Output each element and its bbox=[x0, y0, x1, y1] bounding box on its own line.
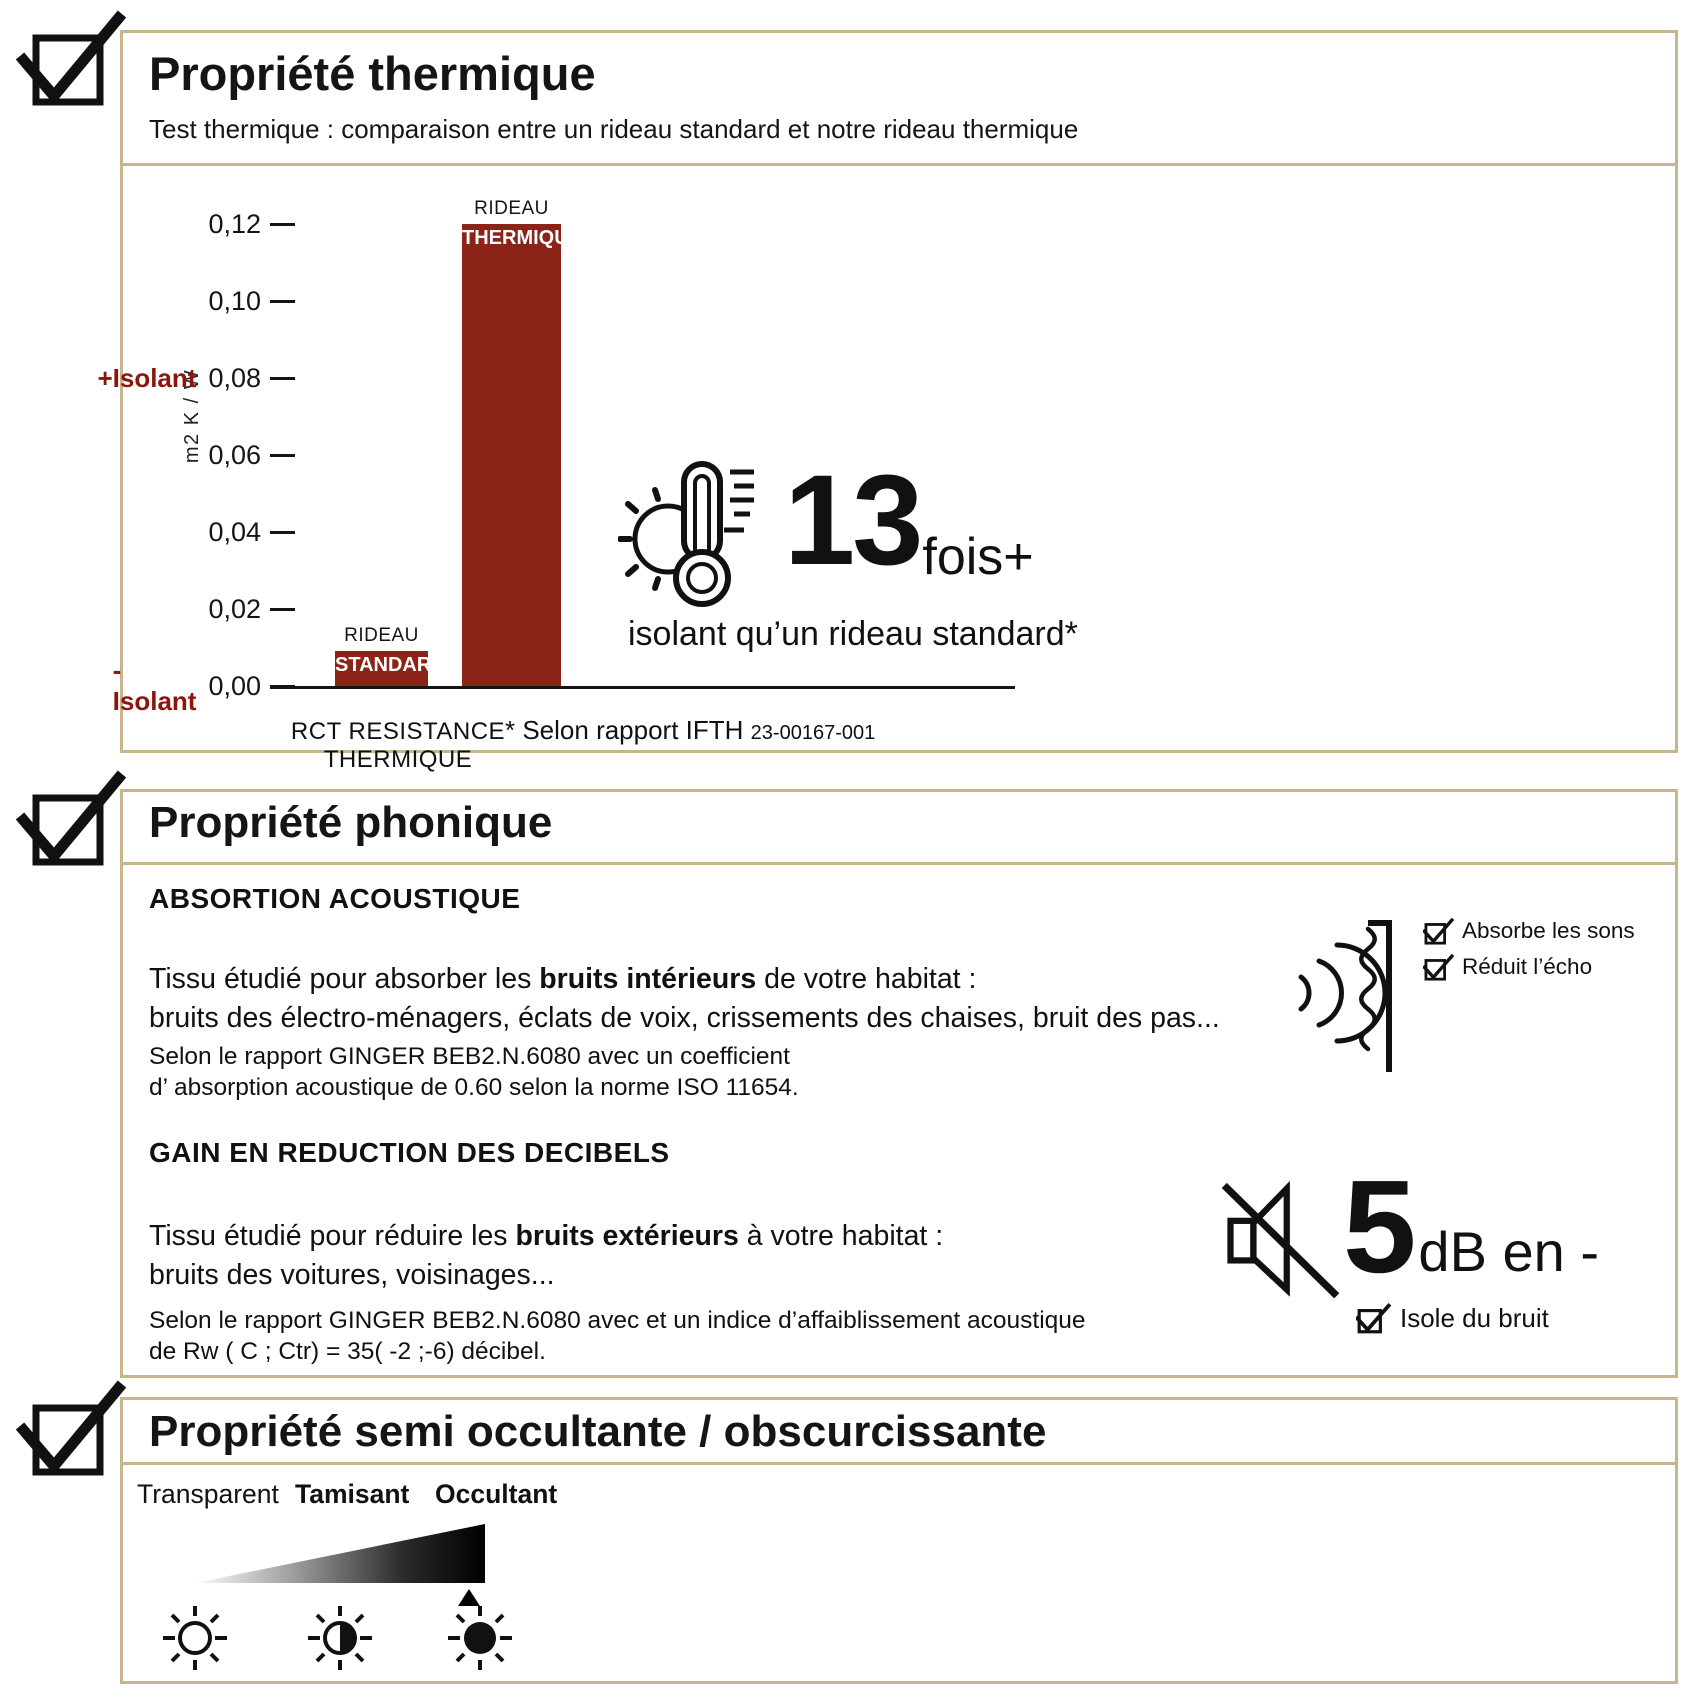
y-axis-label: m2 K / W bbox=[181, 368, 203, 464]
bar-top-label: RIDEAU bbox=[344, 625, 419, 646]
y-axis-tick bbox=[123, 594, 295, 624]
note-line: Selon le rapport GINGER BEB2.N.6080 avec un coefficient bbox=[149, 1043, 790, 1070]
highlight-caption: isolant qu’un rideau standard* bbox=[628, 615, 1078, 653]
note-line: d’ absorption acoustique de 0.60 selon la norme ISO 11654. bbox=[149, 1074, 799, 1101]
absorb-check-item bbox=[1423, 917, 1635, 945]
paragraph-bold: bruits extérieurs bbox=[515, 1220, 739, 1252]
scale-label-tamisant: Tamisant bbox=[295, 1479, 410, 1509]
tick-label: 0,10 bbox=[208, 285, 261, 316]
occultation-body bbox=[123, 1465, 1675, 1678]
decibel-row bbox=[1218, 1153, 1599, 1300]
paragraph-text: Tissu étudié pour réduire les bbox=[149, 1220, 516, 1252]
tick-mark bbox=[270, 531, 295, 534]
y-axis-tick bbox=[123, 440, 295, 470]
paragraph-text: à votre habitat : bbox=[738, 1220, 944, 1252]
absorb-check-item bbox=[1423, 953, 1592, 981]
checkbox-checked-icon bbox=[1423, 953, 1455, 981]
sound-absorption-icon bbox=[1273, 899, 1413, 1074]
checkbox-checked-icon bbox=[14, 8, 126, 110]
thermal-bar-chart bbox=[97, 166, 1675, 773]
thermal-subtitle: Test thermique : comparaison entre un rideau standard et notre rideau thermique bbox=[149, 114, 1079, 144]
tick-label: 0,06 bbox=[208, 439, 261, 470]
bar-standard bbox=[335, 651, 446, 686]
phonic-header bbox=[123, 792, 1675, 865]
occultation-header bbox=[123, 1400, 1675, 1465]
y-axis-tick bbox=[123, 286, 295, 316]
paragraph-bold: bruits intérieurs bbox=[539, 963, 757, 995]
decibel-paragraph bbox=[149, 1217, 943, 1295]
absorption-note bbox=[149, 1041, 799, 1103]
absorption-paragraph bbox=[149, 960, 1220, 1038]
note-line: de Rw ( C ; Ctr) = 35( -2 ;-6) décibel. bbox=[149, 1338, 546, 1365]
scale-label-occultant: Occultant bbox=[435, 1479, 558, 1509]
note-line: Selon le rapport GINGER BEB2.N.6080 avec et un indice d’affaiblissement acoustique bbox=[149, 1307, 1086, 1334]
thermal-title: Propriété thermique bbox=[149, 47, 596, 100]
y-axis-tick bbox=[112, 655, 295, 716]
paragraph-text: Tissu étudié pour absorber les bbox=[149, 963, 540, 995]
paragraph-text: bruits des électro-ménagers, éclats de voix, crissements des chaises, bruit des pas... bbox=[149, 1002, 1220, 1034]
tick-label: 0,08 bbox=[208, 362, 261, 393]
paragraph-text: de votre habitat : bbox=[756, 963, 977, 995]
y-axis-tick bbox=[123, 517, 295, 547]
tick-mark bbox=[270, 300, 295, 303]
axis-annotation: -Isolant bbox=[112, 655, 197, 716]
bar-thermique bbox=[462, 224, 582, 686]
x-axis-line bbox=[270, 686, 1015, 689]
paragraph-text: bruits des voitures, voisinages... bbox=[149, 1259, 555, 1291]
phonic-section bbox=[120, 789, 1678, 1378]
thermal-highlight bbox=[618, 449, 1078, 654]
occultation-section bbox=[120, 1397, 1678, 1684]
check-label: Isole du bruit bbox=[1400, 1302, 1549, 1333]
tick-mark bbox=[270, 223, 295, 226]
decibel-subheading: GAIN EN REDUCTION DES DECIBELS bbox=[149, 1137, 670, 1168]
phonic-body bbox=[123, 865, 1675, 1372]
sun-thermometer-icon bbox=[618, 454, 768, 609]
decibel-suffix: dB en - bbox=[1418, 1220, 1599, 1283]
highlight-row bbox=[618, 449, 1078, 609]
thermal-section bbox=[97, 30, 1678, 773]
y-axis-tick bbox=[97, 362, 295, 393]
scale-label-transparent: Transparent bbox=[137, 1479, 279, 1509]
decibel-number: 5 bbox=[1343, 1153, 1415, 1300]
occultation-title: Propriété semi occultante / obscurcissante bbox=[149, 1407, 1047, 1456]
bar-top-label: RIDEAU bbox=[474, 198, 549, 219]
tick-mark bbox=[270, 608, 295, 611]
tick-mark bbox=[270, 685, 295, 688]
footnote-text: * Selon rapport IFTH bbox=[505, 715, 744, 745]
tick-label: 0,00 bbox=[208, 670, 261, 701]
decibel-note bbox=[149, 1305, 1086, 1367]
checkbox-checked-icon bbox=[14, 768, 126, 870]
sun-half-filled-icon bbox=[300, 1598, 380, 1678]
tick-label: 0,12 bbox=[208, 208, 261, 239]
checkbox-checked-icon bbox=[1423, 917, 1455, 945]
sun-filled-icon bbox=[440, 1598, 520, 1678]
bar-inner-label: STANDARD bbox=[335, 654, 446, 676]
highlight-number: 13 bbox=[784, 449, 921, 592]
isolation-check-item bbox=[1356, 1302, 1599, 1334]
tick-mark bbox=[270, 454, 295, 457]
absorption-subheading: ABSORTION ACOUSTIQUE bbox=[149, 883, 521, 914]
sun-outline-icon bbox=[155, 1598, 235, 1678]
x-axis-label: RCT RESISTANCE THERMIQUE bbox=[290, 718, 506, 773]
speaker-muted-icon bbox=[1218, 1175, 1343, 1300]
tick-label: 0,04 bbox=[208, 516, 261, 547]
footnote-reference: 23-00167-001 bbox=[750, 722, 876, 744]
check-label: Réduit l’écho bbox=[1462, 954, 1593, 979]
checkbox-checked-icon bbox=[14, 1378, 126, 1480]
thermal-header bbox=[123, 33, 1675, 166]
decibel-highlight bbox=[1218, 1153, 1599, 1334]
bar-inner-label: THERMIQUE bbox=[462, 227, 582, 249]
tick-label: 0,02 bbox=[208, 593, 261, 624]
chart-footnote bbox=[505, 715, 875, 746]
checkbox-checked-icon bbox=[1356, 1302, 1392, 1334]
check-label: Absorbe les sons bbox=[1462, 918, 1635, 943]
phonic-title: Propriété phonique bbox=[149, 798, 553, 847]
highlight-suffix: fois+ bbox=[922, 528, 1034, 586]
opacity-gradient-triangle bbox=[195, 1524, 485, 1583]
tick-mark bbox=[270, 377, 295, 380]
axis-annotation: +Isolant bbox=[97, 362, 197, 393]
y-axis-tick bbox=[123, 209, 295, 239]
